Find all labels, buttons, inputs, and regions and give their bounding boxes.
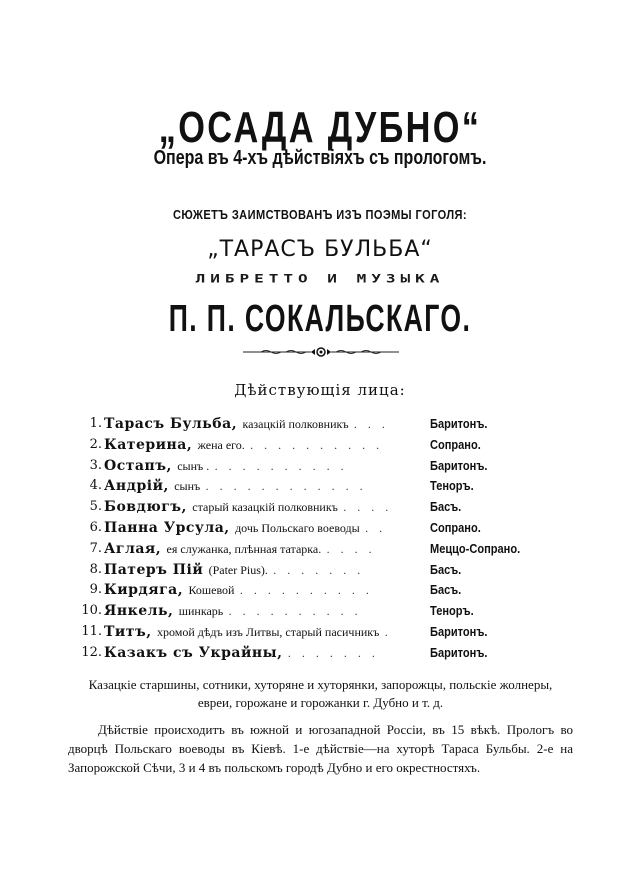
voice-type: Баритонъ. [430, 623, 488, 639]
cast-row-1 [72, 414, 572, 435]
character-description: (Pater Pius). [208, 562, 268, 577]
character-description: хромой дѣдъ изъ Литвы, старый пасичникъ [156, 624, 380, 639]
setting-paragraph: Дѣйствiе происходитъ въ южной и югозападной Россiи, въ 15 вѣкѣ. Прологъ во дворцѣ Польскаго воеводы въ Кiевѣ. 1-е дѣйствiе—на хуторѣ Тараса Бульбы. 2-е на Запорожской Сѣчи, 3 и 4 въ польскомъ городѣ Дубно и его окрестностяхъ. [68, 722, 573, 775]
leader-dots: . . . [353, 417, 389, 431]
ornament-divider-icon [241, 347, 401, 357]
cast-row-3 [72, 456, 572, 477]
cast-row-9 [72, 580, 572, 601]
cast-number: 3. [89, 457, 102, 473]
leader-dots: . . . . [326, 541, 376, 556]
cast-number: 10. [81, 603, 102, 619]
opera-subtitle: Опера въ 4-хъ дѣйствiяхъ съ прологомъ. [153, 147, 487, 169]
leader-dots: . . . . . . . . . . . . [205, 479, 367, 494]
poem-title: „ТАРАСЪ БУЛЬБА“ [207, 237, 433, 262]
leader-dots: . . . . . . . . . . [239, 583, 373, 598]
leader-dots: . . . . . . . [287, 645, 379, 660]
cast-row-12 [72, 643, 572, 664]
chorus-line-2: евреи, горожане и горожанки г. Дубно и т. д. [197, 695, 444, 710]
cast-number: 1. [89, 416, 102, 431]
leader-dots: . . . . [343, 500, 393, 515]
cast-number: 7. [89, 540, 102, 556]
character-name: Аглая, [104, 540, 162, 557]
character-description: сынъ . [177, 458, 210, 473]
leader-dots: . . . . . . . . . . [214, 458, 348, 473]
leader-dots: . . . . . . . [273, 562, 365, 577]
character-description: дочь Польскаго воеводы [235, 520, 360, 535]
character-name: Кирдяга, [104, 582, 184, 599]
character-name: Катерина, [104, 436, 193, 453]
libretto-line: ЛИБРЕТТО И МУЗЫКА [195, 272, 445, 286]
voice-type: Баритонъ. [430, 644, 488, 660]
voice-type: Басъ. [430, 499, 462, 515]
cast-row-4 [72, 476, 572, 497]
voice-type: Сопрано. [430, 436, 481, 452]
cast-number: 11. [81, 623, 102, 639]
character-name: Тарасъ Бульба, [104, 416, 238, 432]
character-name: Панна Урсула, [104, 519, 230, 536]
leader-dots: . . . . . . . . . . [250, 437, 384, 452]
character-description: сынъ [174, 479, 201, 494]
voice-type: Меццо-Сопрано. [430, 540, 521, 556]
author-name: П. П. СОКАЛЬСКАГО. [168, 298, 472, 340]
character-name: Андрiй, [104, 478, 169, 495]
character-name: Остапъ, [104, 457, 172, 474]
chorus-note [68, 676, 573, 712]
voice-type: Басъ. [430, 561, 462, 577]
cast-row-11 [72, 622, 572, 643]
cast-row-8 [72, 560, 572, 581]
character-description: Кошевой [188, 583, 235, 598]
voice-type: Сопрано. [430, 519, 481, 535]
chorus-line-1: Казацкiе старшины, сотники, хуторяне и хуторянки, запорожцы, польскiе жолнеры, [88, 677, 553, 692]
character-name: Титъ, [104, 623, 152, 640]
source-line: СЮЖЕТЪ ЗАИМСТВОВАНЪ ИЗЪ ПОЭМЫ ГОГОЛЯ: [172, 207, 468, 222]
opera-title: „ОСАДА ДУБНО“ [158, 103, 482, 152]
character-name: Патеръ Пiй [104, 561, 204, 578]
cast-number: 5. [89, 499, 102, 515]
voice-type: Теноръ. [430, 478, 474, 494]
cast-heading: Дѣйствующiя лица: [234, 381, 406, 399]
cast-number: 9. [89, 582, 102, 598]
cast-row-5 [72, 497, 572, 518]
cast-number: 4. [89, 478, 102, 494]
cast-number: 6. [89, 519, 102, 535]
cast-number: 12. [81, 644, 102, 660]
character-name: Бовдюгъ, [104, 499, 187, 516]
voice-type: Басъ. [430, 582, 462, 598]
character-description: казацкiй полковникъ [242, 417, 349, 431]
leader-dots: . . [365, 520, 387, 535]
voice-type: Баритонъ. [430, 416, 488, 431]
character-name: Янкель, [104, 603, 174, 620]
character-name: Казакъ съ Украйны, [104, 644, 283, 661]
cast-number: 8. [89, 561, 102, 577]
cast-row-6 [72, 518, 572, 539]
cast-row-2 [72, 435, 572, 456]
character-description: ея служанка, плѣнная татарка. [166, 541, 322, 556]
character-description: старый казацкiй полковникъ [192, 500, 338, 515]
cast-number: 2. [89, 436, 102, 452]
cast-row-10 [72, 601, 572, 622]
voice-type: Баритонъ. [430, 457, 488, 473]
cast-list [72, 414, 572, 664]
leader-dots: . . . . . . . . . . [228, 604, 362, 619]
cast-row-7 [72, 539, 572, 560]
voice-type: Теноръ. [430, 603, 474, 619]
character-description: жена его. [197, 437, 245, 452]
character-description: шинкарь [178, 604, 224, 619]
leader-dots: . [384, 624, 392, 639]
